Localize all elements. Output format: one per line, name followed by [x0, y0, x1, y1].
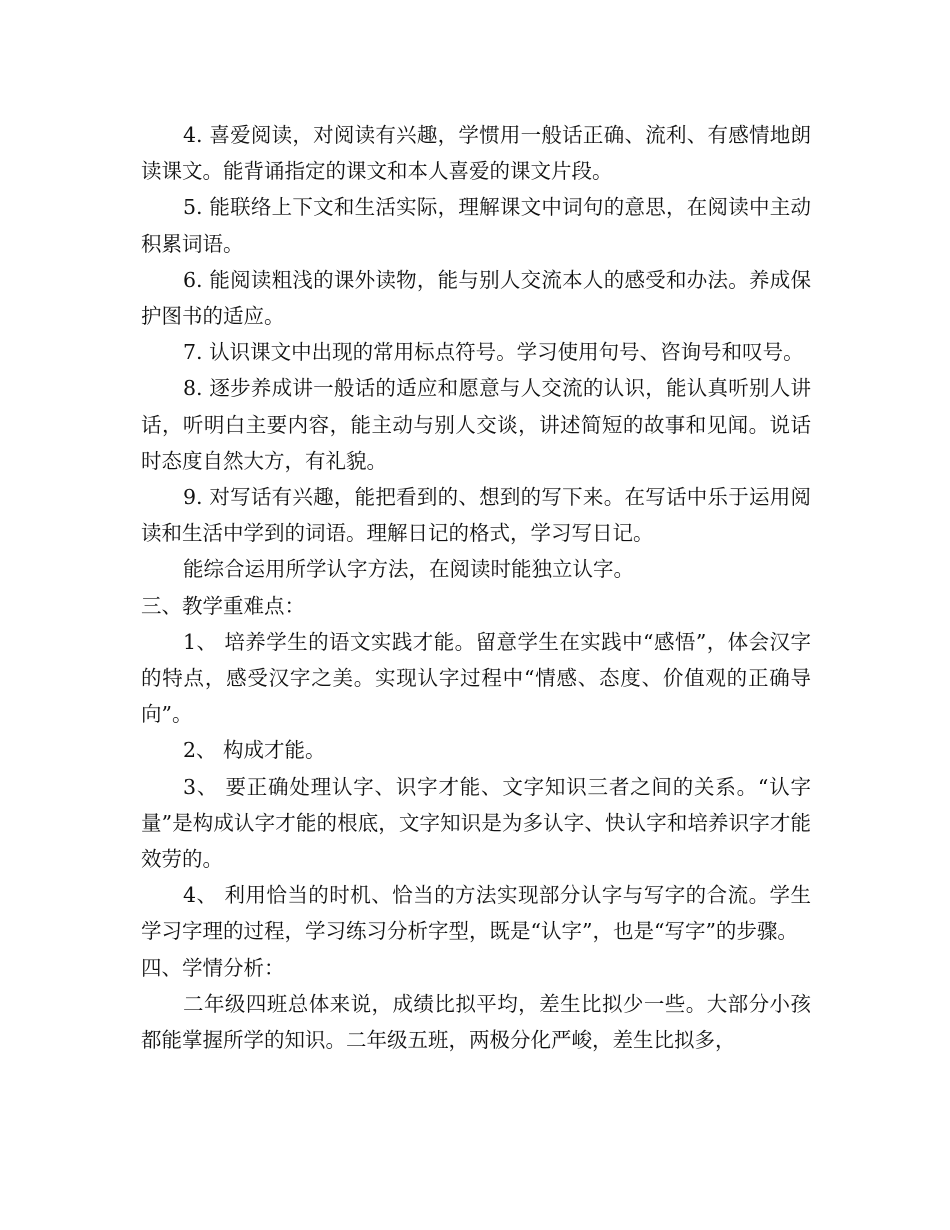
document-body [141, 117, 811, 1058]
section-heading-key-points: 三、教学重难点： [141, 593, 305, 618]
paragraph-summary: 能综合运用所学认字方法，在阅读时能独立认字。 [183, 557, 634, 582]
paragraph-key-point-1: 1、 培养学生的语文实践才能。留意学生在实践中“感悟”，体会汉字的特点，感受汉字之美。实现认字过程中“情感、态度、价值观的正确导向”。 [141, 629, 811, 727]
paragraph-item-6: 6. 能阅读粗浅的课外读物，能与别人交流本人的感受和办法。养成保护图书的适应。 [141, 267, 811, 329]
paragraph-learner-analysis: 二年级四班总体来说，成绩比拟平均，差生比拟少一些。大部分小孩都能掌握所学的知识。二年级五班，两极分化严峻，差生比拟多， [141, 991, 811, 1053]
paragraph-key-point-2: 2、 构成才能。 [183, 738, 326, 763]
paragraph-key-point-3: 3、 要正确处理认字、识字才能、文字知识三者之间的关系。“认字量”是构成认字才能的根底，文字知识是为多认字、快认字和培养识字才能效劳的。 [141, 774, 811, 872]
section-heading-learner-analysis: 四、学情分析： [141, 955, 285, 980]
paragraph-item-5: 5. 能联络上下文和生活实际，理解课文中词句的意思，在阅读中主动积累词语。 [141, 195, 811, 256]
paragraph-item-7: 7. 认识课文中出现的常用标点符号。学习使用句号、咨询号和叹号。 [183, 340, 804, 365]
paragraph-item-9: 9. 对写话有兴趣，能把看到的、想到的写下来。在写话中乐于运用阅读和生活中学到的词语。理解日记的格式，学习写日记。 [141, 485, 811, 546]
paragraph-item-8: 8. 逐步养成讲一般话的适应和愿意与人交流的认识，能认真听别人讲话，听明白主要内容，能主动与别人交谈，讲述简短的故事和见闻。说话时态度自然大方，有礼貌。 [141, 376, 811, 473]
paragraph-key-point-4: 4、 利用恰当的时机、恰当的方法实现部分认字与写字的合流。学生学习字理的过程，学习练习分析字型，既是“认字”，也是“写字”的步骤。 [141, 883, 811, 944]
paragraph-item-4: 4. 喜爱阅读，对阅读有兴趣，学惯用一般话正确、流利、有感情地朗读课文。能背诵指定的课文和本人喜爱的课文片段。 [141, 123, 811, 184]
